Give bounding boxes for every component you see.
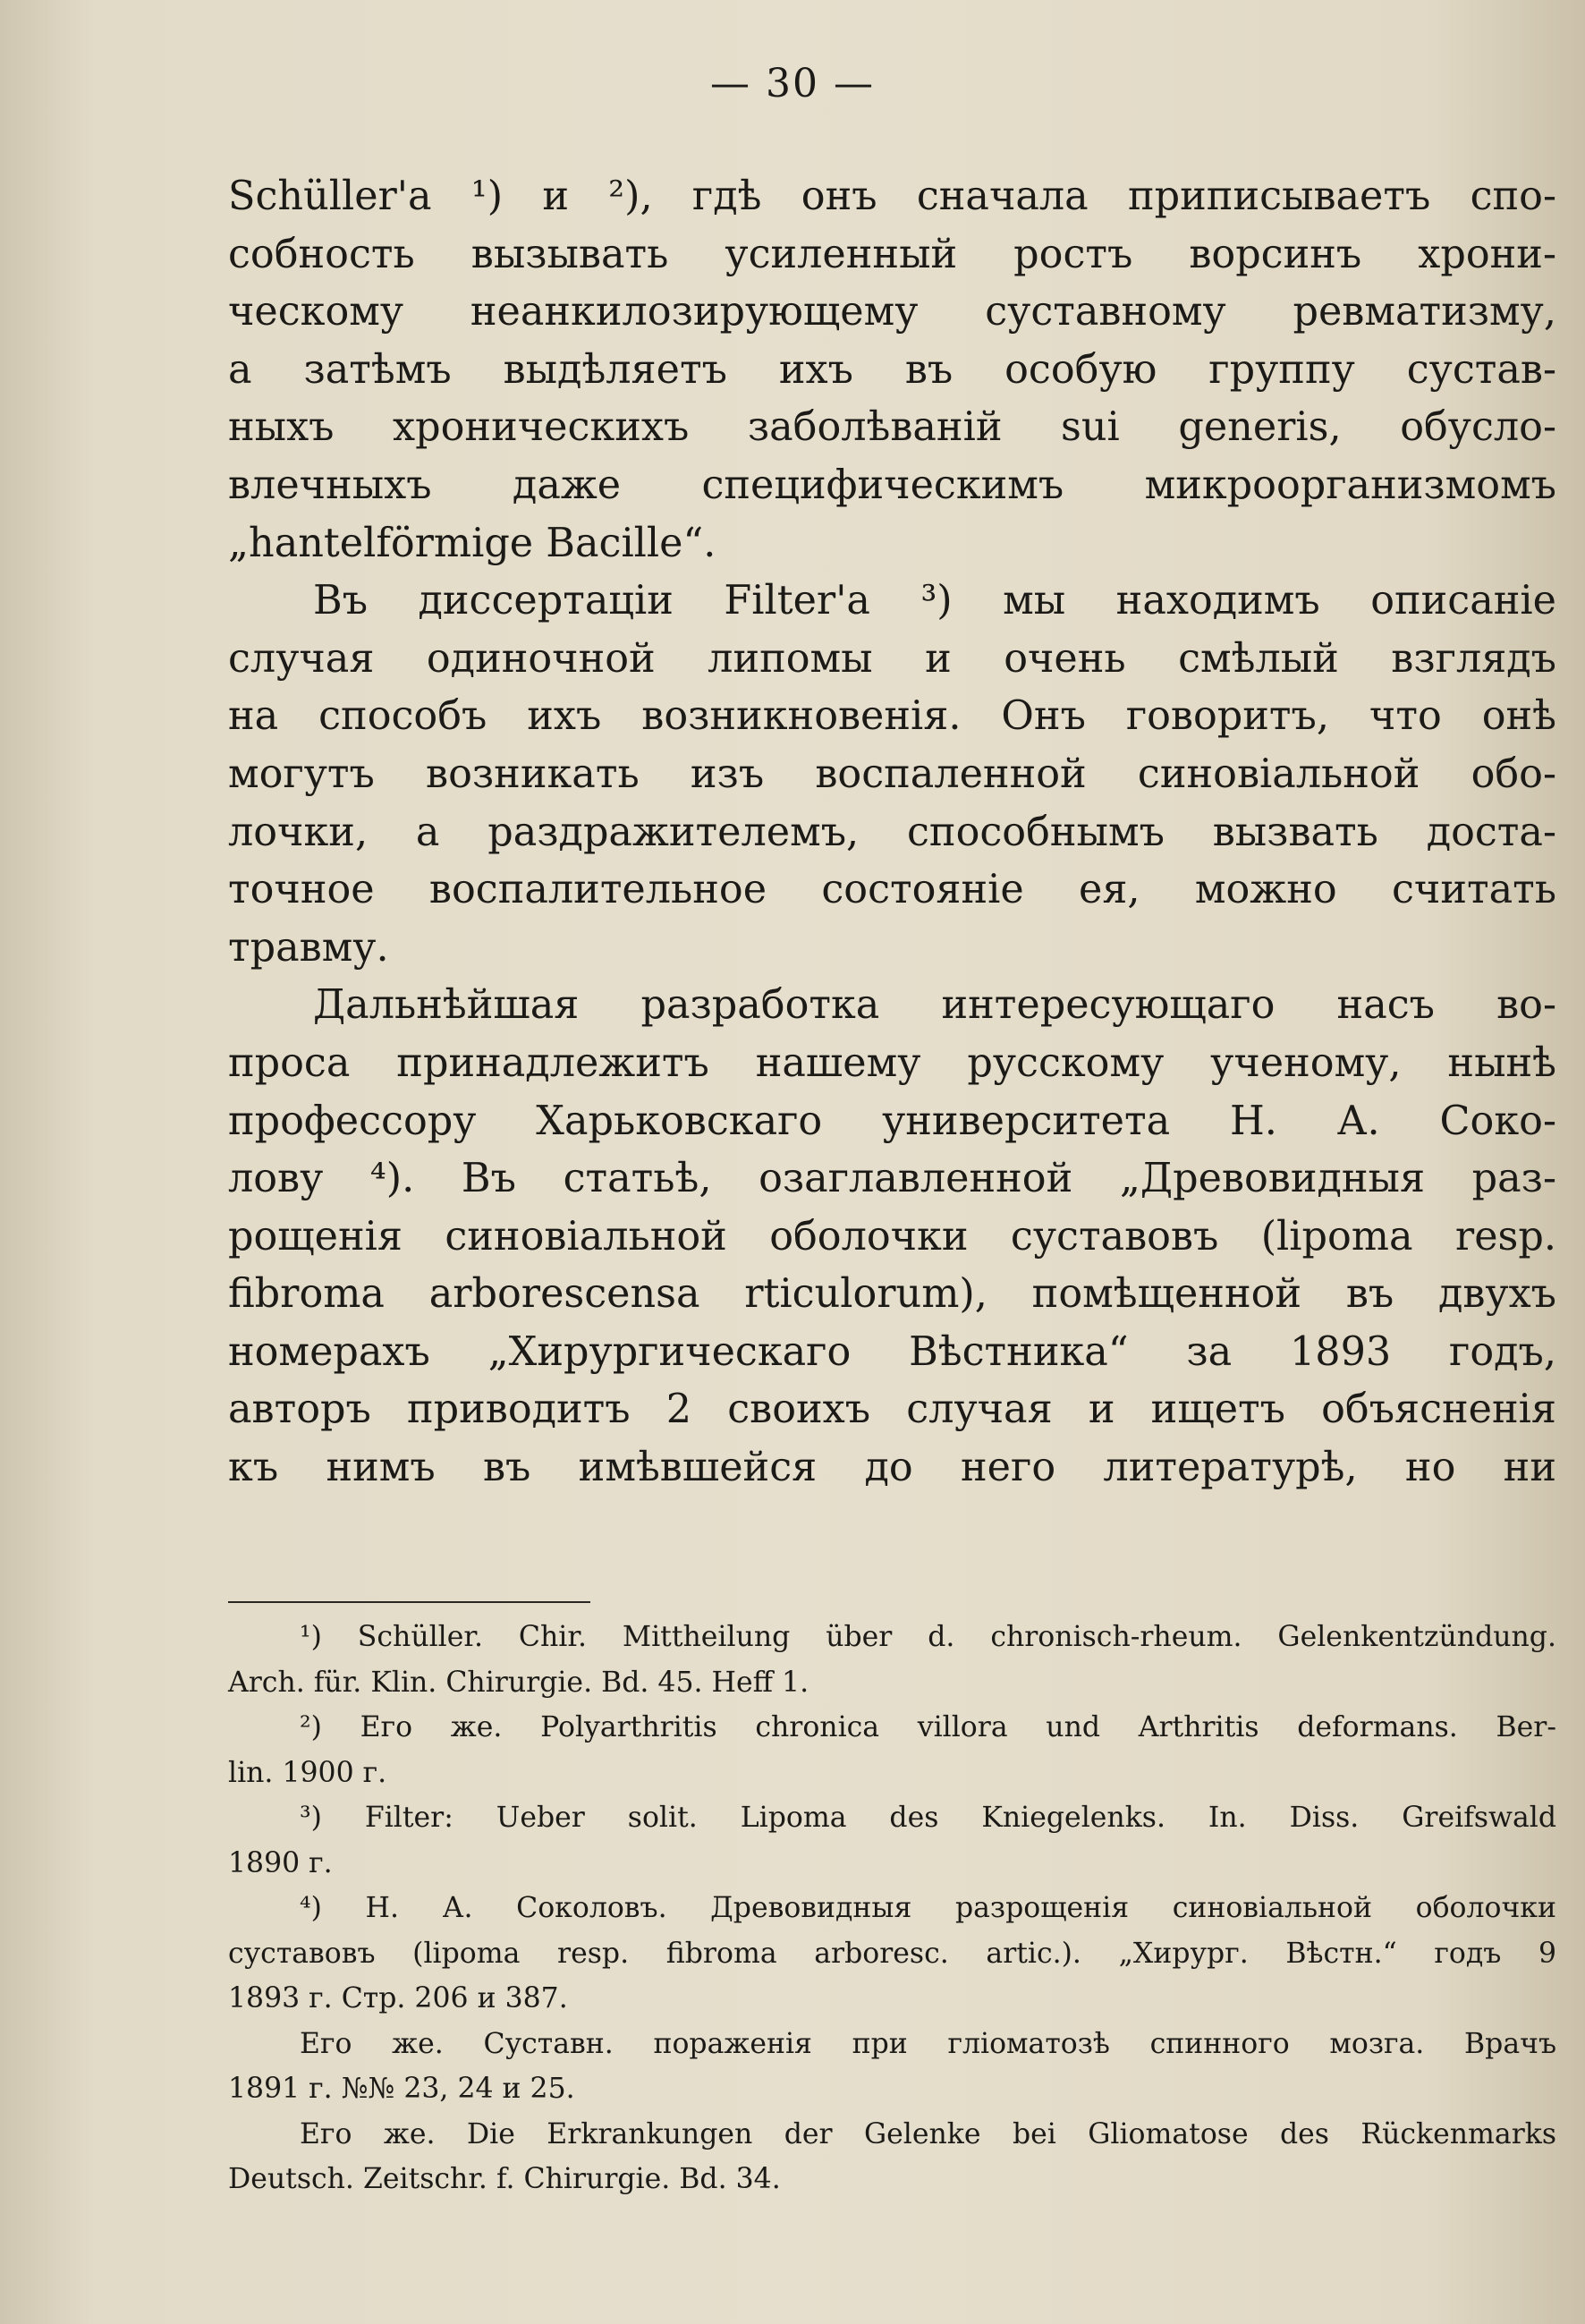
text-line: случая одиночной липомы и очень смѣлый взглядъ — [228, 635, 1556, 682]
page-number: — 30 — — [710, 61, 875, 106]
text-line: fibroma arborescensa rticulorum), помѣщенной въ двухъ — [228, 1271, 1556, 1318]
text-line: собность вызывать усиленный ростъ ворсинъ хрони- — [228, 231, 1556, 277]
footnote-line: Его же. Die Erkrankungen der Gelenke bei Gliomatose des Rückenmarks — [300, 2117, 1556, 2150]
text-line: авторъ приводитъ 2 своихъ случая и ищетъ объясненія — [228, 1387, 1556, 1433]
text-line: могутъ возникать изъ воспаленной синовіальной обо- — [228, 751, 1556, 797]
text-line: влечныхъ даже специфическимъ микроорганизмомъ — [228, 462, 1556, 508]
text-line: къ нимъ въ имѣвшейся до него литературѣ, но ни — [228, 1445, 1556, 1491]
footnote-line: Deutsch. Zeitschr. f. Chirurgie. Bd. 34. — [228, 2163, 781, 2195]
text-line: лову ⁴). Въ статьѣ, озаглавленной „Древовидныя раз- — [228, 1156, 1556, 1202]
text-line: травму. — [228, 924, 389, 971]
footnotes — [228, 1615, 1556, 2202]
text-line: точное воспалительное состояніе ея, можно считать — [228, 867, 1556, 913]
text-line: Schüller'a ¹) и ²), гдѣ онъ сначала приписываетъ спо- — [228, 174, 1556, 219]
text-line: ческому неанкилозирующему суставному ревматизму, — [228, 289, 1556, 335]
text-line: номерахъ „Хирургическаго Вѣстника“ за 1893 годъ, — [228, 1328, 1556, 1375]
footnote-line: Arch. für. Klin. Chirurgie. Bd. 45. Heff 1. — [228, 1666, 809, 1699]
text-line: на способъ ихъ возникновенія. Онъ говоритъ, что онѣ — [228, 693, 1556, 740]
footnote-line: Его же. Суставн. пораженія при гліоматозѣ спинного мозга. Врачъ — [300, 2027, 1556, 2060]
main-text — [228, 168, 1556, 1497]
text-line: лочки, а раздражителемъ, способнымъ вызвать доста- — [228, 809, 1556, 855]
text-line: Дальнѣйшая разработка интересующаго насъ во- — [313, 982, 1556, 1029]
text-line: проса принадлежитъ нашему русскому ученому, нынѣ — [228, 1039, 1556, 1086]
footnote-line: ⁴) Н. А. Соколовъ. Древовидныя разрощенія синовіальной оболочки — [300, 1892, 1556, 1924]
footnote-line: 1891 г. №№ 23, 24 и 25. — [228, 2073, 575, 2105]
text-line: рощенія синовіальной оболочки суставовъ (lipoma resp. — [228, 1213, 1556, 1260]
footnote-line: ³) Filter: Ueber solit. Lipoma des Kniegelenks. In. Diss. Greifswald — [300, 1802, 1556, 1834]
footnote-line: суставовъ (lipoma resp. fibroma arboresc. artic.). „Хирург. Вѣстн.“ годъ 9 — [228, 1937, 1556, 1970]
footnote-line: lin. 1900 г. — [228, 1756, 387, 1789]
footnote-line: 1893 г. Стр. 206 и 387. — [228, 1982, 568, 2014]
text-line: ныхъ хроническихъ заболѣваній sui generis, обусло- — [228, 404, 1556, 451]
footnote-line: ²) Его же. Polyarthritis chronica villora und Arthritis deformans. Ber- — [300, 1711, 1556, 1743]
text-line: Въ диссертаціи Filter'a ³) мы находимъ описаніе — [313, 578, 1556, 624]
footnote-divider — [228, 1601, 590, 1603]
text-line: а затѣмъ выдѣляетъ ихъ въ особую группу сустав- — [228, 346, 1556, 393]
footnote-line: ¹) Schüller. Chir. Mittheilung über d. chronisch-rheum. Gelenkentzündung. — [300, 1621, 1556, 1653]
footnote-line: 1890 г. — [228, 1846, 333, 1879]
text-line: „hantelförmige Bacille“. — [228, 520, 716, 566]
text-line: профессору Харьковскаго университета Н. А. Соко- — [228, 1098, 1556, 1144]
